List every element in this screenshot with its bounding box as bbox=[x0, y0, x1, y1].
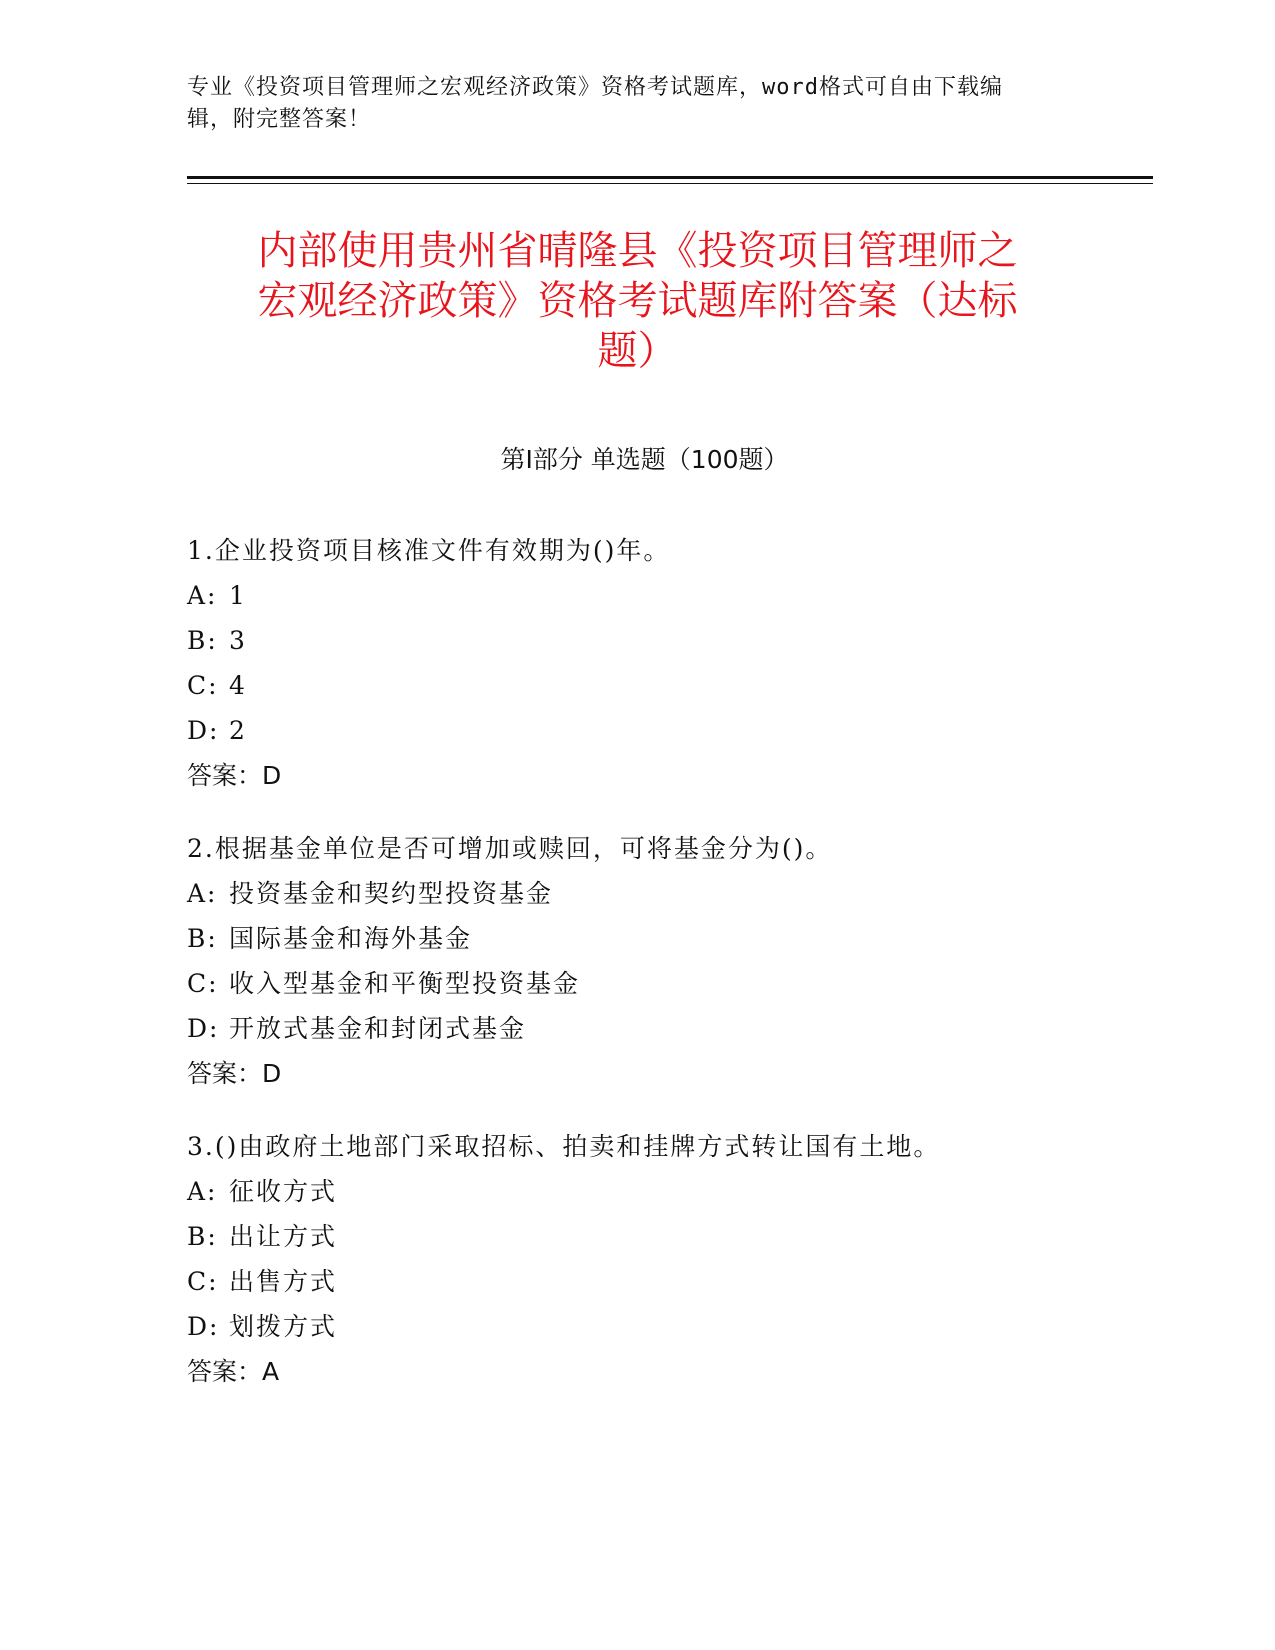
option-b bbox=[187, 1214, 1117, 1259]
title-line-2: 宏观经济政策》资格考试题库附答案（达标 bbox=[257, 278, 1018, 324]
question-text: 1.企业投资项目核准文件有效期为()年。 bbox=[187, 536, 671, 565]
option-d bbox=[187, 708, 1117, 753]
answer: 答案：D bbox=[187, 1059, 282, 1088]
option-text: 1 bbox=[229, 581, 247, 610]
option-letter: D: bbox=[187, 1312, 220, 1341]
header-rule-thin bbox=[187, 183, 1153, 184]
option-text: 3 bbox=[229, 626, 247, 655]
header-note-line-2: 辑，附完整答案！ bbox=[187, 107, 372, 132]
option-text: 征收方式 bbox=[229, 1177, 338, 1206]
option-letter: C: bbox=[187, 1267, 219, 1296]
option-letter: B: bbox=[187, 1222, 218, 1251]
title-line-1: 内部使用贵州省晴隆县《投资项目管理师之 bbox=[257, 228, 1018, 274]
option-text: 4 bbox=[229, 671, 247, 700]
option-text: 2 bbox=[229, 716, 247, 745]
option-d bbox=[187, 1304, 1117, 1349]
question-text: 2.根据基金单位是否可增加或赎回，可将基金分为()。 bbox=[187, 834, 833, 863]
option-letter: A: bbox=[187, 1177, 218, 1206]
option-letter: C: bbox=[187, 671, 219, 700]
title-line-3: 题） bbox=[597, 328, 678, 374]
option-b bbox=[187, 618, 1117, 663]
option-text: 投资基金和契约型投资基金 bbox=[229, 879, 554, 908]
option-letter: C: bbox=[187, 969, 219, 998]
option-a bbox=[187, 871, 1117, 916]
question-1 bbox=[187, 528, 1117, 798]
header-note bbox=[187, 72, 1067, 136]
option-letter: D: bbox=[187, 716, 220, 745]
option-d bbox=[187, 1006, 1117, 1051]
option-a bbox=[187, 573, 1117, 618]
option-a bbox=[187, 1169, 1117, 1214]
question-2 bbox=[187, 826, 1117, 1096]
option-c bbox=[187, 663, 1117, 708]
option-c bbox=[187, 961, 1117, 1006]
option-text: 开放式基金和封闭式基金 bbox=[229, 1014, 527, 1043]
option-letter: D: bbox=[187, 1014, 220, 1043]
option-letter: A: bbox=[187, 581, 218, 610]
option-letter: A: bbox=[187, 879, 218, 908]
option-text: 划拨方式 bbox=[229, 1312, 338, 1341]
answer: 答案：A bbox=[187, 1357, 280, 1386]
header-rule-thick bbox=[187, 176, 1153, 179]
document-title bbox=[180, 226, 1095, 376]
question-list bbox=[187, 528, 1117, 1422]
section-title: 第Ⅰ部分 单选题（100题） bbox=[500, 445, 789, 474]
option-text: 国际基金和海外基金 bbox=[229, 924, 473, 953]
option-text: 收入型基金和平衡型投资基金 bbox=[229, 969, 581, 998]
answer: 答案：D bbox=[187, 761, 282, 790]
question-3 bbox=[187, 1124, 1117, 1394]
header-note-line-1: 专业《投资项目管理师之宏观经济政策》资格考试题库，word格式可自由下载编 bbox=[187, 75, 1003, 100]
option-text: 出售方式 bbox=[229, 1267, 338, 1296]
option-c bbox=[187, 1259, 1117, 1304]
option-text: 出让方式 bbox=[229, 1222, 338, 1251]
option-letter: B: bbox=[187, 924, 218, 953]
option-b bbox=[187, 916, 1117, 961]
option-letter: B: bbox=[187, 626, 218, 655]
question-text: 3.()由政府土地部门采取招标、拍卖和挂牌方式转让国有土地。 bbox=[187, 1132, 941, 1161]
